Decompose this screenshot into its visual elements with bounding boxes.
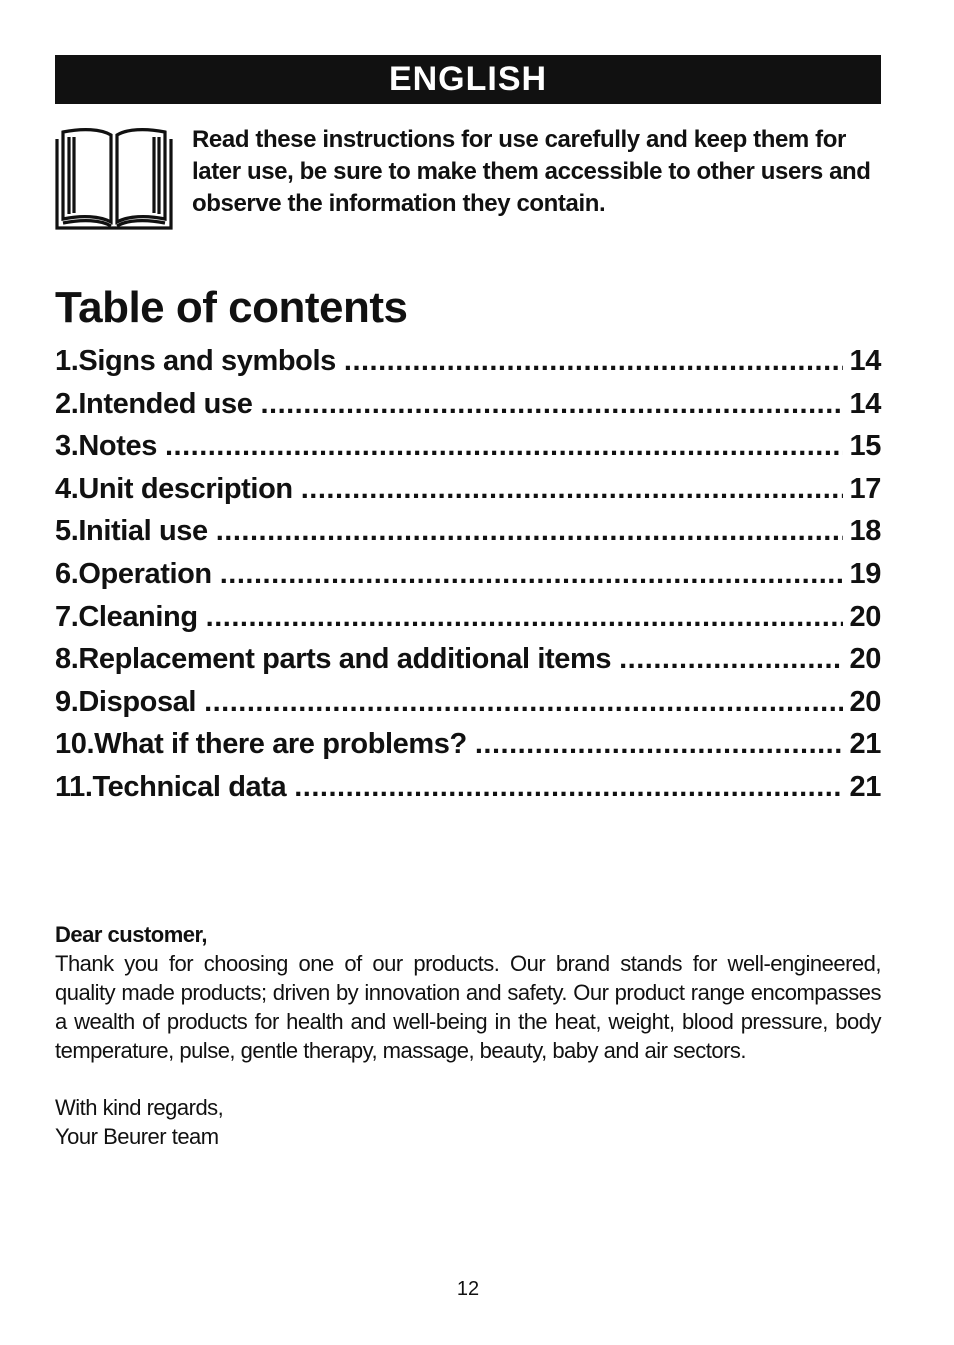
toc-item-page: 21	[849, 770, 881, 803]
toc-leader-dots	[294, 771, 843, 804]
toc-item-page: 20	[849, 643, 881, 676]
toc-item-number: 7.	[55, 600, 79, 633]
toc-item-problems[interactable]	[55, 728, 881, 771]
toc-leader-dots	[344, 345, 843, 378]
toc-item-label: Signs and symbols	[78, 345, 336, 377]
toc-leader-dots	[165, 430, 843, 463]
toc-item-number: 8.	[55, 643, 79, 676]
toc-leader-dots	[220, 558, 843, 591]
toc-item-disposal[interactable]	[55, 686, 881, 729]
toc-item-label: Technical data	[92, 770, 287, 803]
toc-item-number: 11.	[55, 770, 93, 803]
toc-item-page: 19	[849, 557, 881, 590]
toc-item-page: 20	[849, 600, 881, 633]
toc-item-number: 6.	[55, 557, 79, 590]
toc-item-page: 21	[849, 728, 881, 761]
toc-leader-dots	[619, 643, 843, 676]
instructions-notice: Read these instructions for use carefully and keep them for later use, be sure to make them accessible to other users and observe the information they contain.	[192, 126, 871, 217]
letter-body: Thank you for choosing one of our products. Our brand stands for well-engineered, quality made products; driven by innovation and safety. Our product range encompasses a wealth of products for health and well-being in the heat, weight, blood pressure, body temperature, pulse, gentle therapy, massage, beauty, baby and air sectors.	[55, 951, 881, 1063]
open-book-icon	[55, 126, 173, 230]
customer-letter	[55, 920, 881, 1151]
toc-item-number: 5.	[55, 515, 79, 548]
toc-item-cleaning[interactable]	[55, 601, 881, 644]
toc-item-page: 15	[849, 430, 881, 463]
toc-item-number: 3.	[55, 430, 79, 463]
toc-item-signs-and-symbols[interactable]	[55, 345, 881, 388]
toc-item-technical-data[interactable]	[55, 771, 881, 814]
letter-closing	[55, 1093, 881, 1151]
toc-item-page: 20	[849, 685, 881, 718]
toc-item-initial-use[interactable]	[55, 515, 881, 558]
toc-item-unit-description[interactable]	[55, 473, 881, 516]
toc-item-operation[interactable]	[55, 558, 881, 601]
page-number: 12	[456, 1278, 480, 1300]
toc-leader-dots	[204, 686, 843, 719]
toc-item-page: 14	[849, 387, 881, 420]
toc-item-label: Intended use	[78, 387, 253, 420]
toc-item-number: 9.	[55, 685, 79, 718]
toc-item-intended-use[interactable]	[55, 388, 881, 431]
toc-item-label: Notes	[78, 430, 157, 463]
language-banner	[55, 55, 881, 104]
closing-regards: With kind regards,	[55, 1095, 224, 1120]
toc-item-replacement-parts[interactable]	[55, 643, 881, 686]
toc-item-label: Replacement parts and additional items	[78, 643, 612, 676]
language-label: ENGLISH	[388, 60, 548, 98]
toc-leader-dots	[301, 473, 843, 506]
toc-item-page: 17	[849, 472, 881, 505]
toc-item-number: 1.	[55, 345, 79, 377]
toc-leader-dots	[216, 515, 843, 548]
toc-leader-dots	[475, 728, 843, 761]
toc-item-label: Cleaning	[78, 600, 198, 633]
toc-item-label: What if there are problems?	[94, 728, 467, 761]
letter-greeting: Dear customer,	[55, 922, 207, 947]
toc-title: Table of contents	[55, 283, 408, 332]
table-of-contents	[55, 345, 881, 814]
toc-item-label: Operation	[78, 557, 212, 590]
closing-signature: Your Beurer team	[55, 1124, 219, 1149]
toc-item-label: Initial use	[78, 515, 208, 548]
toc-leader-dots	[260, 388, 843, 421]
toc-item-number: 4.	[55, 472, 79, 505]
toc-item-notes[interactable]	[55, 430, 881, 473]
toc-item-number: 10.	[55, 728, 95, 761]
toc-leader-dots	[206, 601, 843, 634]
toc-item-page: 14	[849, 345, 881, 377]
toc-item-label: Unit description	[78, 472, 293, 505]
toc-item-page: 18	[849, 515, 881, 548]
toc-item-label: Disposal	[78, 685, 197, 718]
toc-item-number: 2.	[55, 387, 79, 420]
